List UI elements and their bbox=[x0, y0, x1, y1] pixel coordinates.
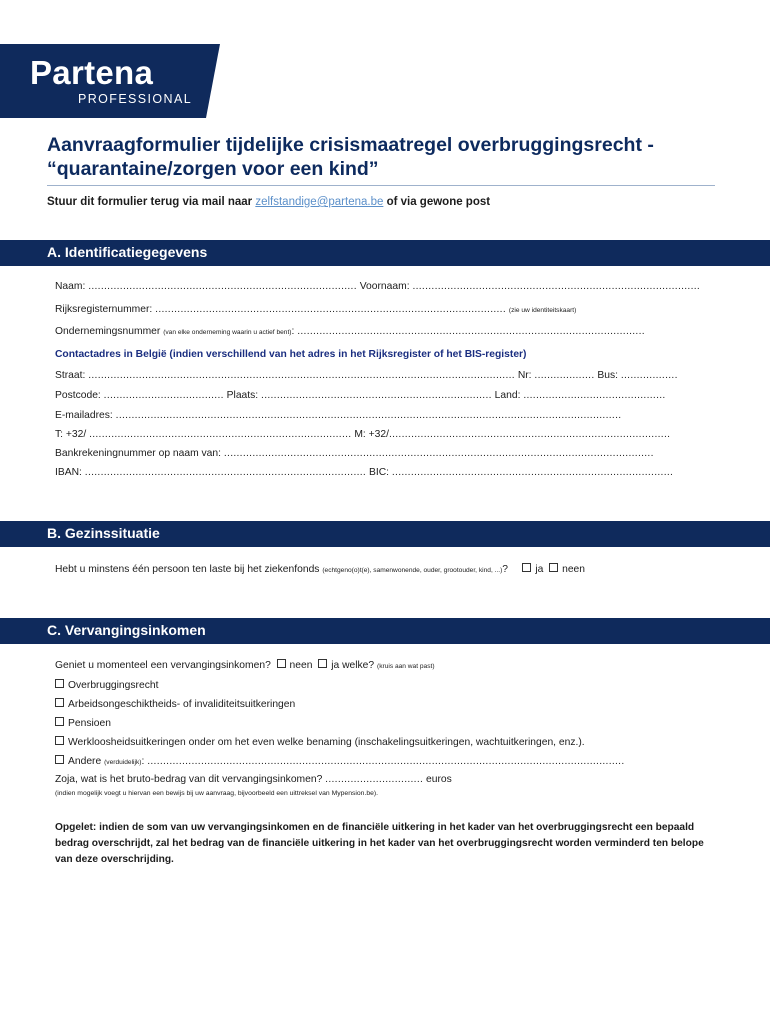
straat-row[interactable]: Straat: ....................................................................................................................................... Nr: ................... Bus: .................. bbox=[55, 370, 678, 381]
plaats-label: Plaats: bbox=[226, 390, 259, 401]
intro-text bbox=[47, 196, 490, 208]
postcode-row[interactable]: Postcode: ...................................... Plaats: ......................................................................... Land: ............................................. bbox=[55, 390, 666, 401]
option-pensioen[interactable] bbox=[55, 717, 713, 731]
bank-row[interactable]: Bankrekeningnummer op naam van: ........................................................................................................................................ bbox=[55, 448, 654, 459]
bank-label: Bankrekeningnummer op naam van: bbox=[55, 448, 221, 459]
nr-label: Nr: bbox=[517, 370, 532, 381]
rijks-hint: (zie uw identiteitskaart) bbox=[508, 307, 577, 314]
logo-name: Partena bbox=[30, 54, 154, 91]
naam-row[interactable]: Naam: ..................................................................................... Voornaam: ........................................................................................... bbox=[55, 281, 701, 292]
neen-label: neen bbox=[562, 564, 586, 575]
bruto-label: Zoja, wat is het bruto-bedrag van dit vervangingsinkomen? bbox=[55, 774, 323, 785]
option-checkbox[interactable] bbox=[55, 736, 64, 745]
iban-row[interactable]: IBAN: ......................................................................................... BIC: ......................................................................................... bbox=[55, 467, 674, 478]
title-line-2: “quarantaine/zorgen voor een kind” bbox=[47, 158, 379, 180]
vervangingsinkomen-question-row bbox=[55, 659, 713, 673]
option-checkbox[interactable] bbox=[55, 755, 64, 764]
form-title bbox=[47, 133, 737, 181]
section-c-header bbox=[0, 618, 770, 644]
title-line-1: Aanvraagformulier tijdelijke crisismaatregel overbruggingsrecht - bbox=[47, 134, 654, 156]
onderneming-hint: (van elke onderneming waarin u actief bent) bbox=[163, 329, 292, 336]
section-a-header bbox=[0, 240, 770, 266]
ten-laste-hint: (echtgeno(o)t(e), samenwonende, ouder, grootouder, kind, ...) bbox=[322, 567, 503, 574]
mob-label: M: +32/ bbox=[354, 429, 389, 440]
rijks-label: Rijksregisternummer: bbox=[55, 304, 153, 315]
contact-heading: Contactadres in België (indien verschillend van het adres in het Rijksregister of het BIS-register) bbox=[55, 349, 527, 360]
option-checkbox[interactable] bbox=[55, 717, 64, 726]
naam-label: Naam: bbox=[55, 281, 86, 292]
andere-hint: (verduidelijk) bbox=[104, 759, 142, 766]
bic-label: BIC: bbox=[368, 467, 389, 478]
onderneming-row[interactable]: Ondernemingsnummer (van elke onderneming waarin u actief bent): .............................................................................................................. bbox=[55, 326, 645, 337]
bewijs-note: (indien mogelijk voegt u hiervan een bewijs bij uw aanvraag, bijvoorbeeld een uittreksel van Mypension.be). bbox=[55, 790, 379, 797]
opgelet-note: Opgelet: indien de som van uw vervangingsinkomen en de financiële uitkering in het kader van het overbruggingsrecht een bepaald bedrag overschrijdt, zal het bedrag van de financiële uitkering in het kader van het overbruggingsrecht worden verminderd ten belope van deze overschrijding. bbox=[55, 822, 704, 865]
option-andere[interactable]: Andere (verduidelijk): ....................................................................................................................................................... bbox=[55, 755, 713, 769]
ten-laste-end: ? bbox=[502, 564, 509, 575]
tel-label: T: +32/ bbox=[55, 429, 87, 440]
bruto-row[interactable]: Zoja, wat is het bruto-bedrag van dit vervangingsinkomen? ............................... euros bbox=[55, 774, 452, 785]
option-label: Overbruggingsrecht bbox=[68, 680, 159, 691]
iban-label: IBAN: bbox=[55, 467, 82, 478]
vi-ja-checkbox[interactable] bbox=[318, 659, 327, 668]
intro-before: Stuur dit formulier terug via mail naar bbox=[47, 196, 256, 208]
vi-ja-hint: (kruis aan wat past) bbox=[377, 663, 435, 670]
neen-checkbox[interactable] bbox=[549, 563, 558, 572]
ten-laste-question: Hebt u minstens één persoon ten laste bij het ziekenfonds bbox=[55, 564, 320, 575]
ja-label: ja bbox=[535, 564, 544, 575]
option-overbruggingsrecht[interactable] bbox=[55, 679, 713, 693]
voornaam-label: Voornaam: bbox=[359, 281, 410, 292]
option-werkloosheid[interactable] bbox=[55, 736, 713, 750]
logo-sub: PROFESSIONAL bbox=[78, 92, 193, 106]
andere-label: Andere bbox=[68, 756, 102, 767]
ja-checkbox[interactable] bbox=[522, 563, 531, 572]
vi-neen-checkbox[interactable] bbox=[277, 659, 286, 668]
euros-label: euros bbox=[426, 774, 452, 785]
rijks-row[interactable]: Rijksregisternummer: ............................................................................................................... (zie uw identiteitskaart) bbox=[55, 304, 577, 315]
bus-label: Bus: bbox=[597, 370, 618, 381]
email-row[interactable]: E-mailadres: ................................................................................................................................................................ bbox=[55, 410, 622, 421]
vi-neen-label: neen bbox=[289, 660, 313, 671]
option-label: Arbeidsongeschiktheids- of invaliditeitsuitkeringen bbox=[68, 699, 296, 710]
section-b-title: B. Gezinssituatie bbox=[47, 525, 160, 541]
section-c-title: C. Vervangingsinkomen bbox=[47, 622, 206, 638]
option-label: Werkloosheidsuitkeringen onder om het even welke benaming (inschakelingsuitkeringen, wachtuitkeringen, enz.). bbox=[68, 737, 585, 748]
vi-question: Geniet u momenteel een vervangingsinkomen? bbox=[55, 660, 271, 671]
land-label: Land: bbox=[494, 390, 521, 401]
option-arbeidsongeschiktheid[interactable] bbox=[55, 698, 713, 712]
title-divider bbox=[47, 185, 715, 186]
vi-ja-label: ja welke? bbox=[331, 660, 375, 671]
email-link[interactable]: zelfstandige@partena.be bbox=[255, 196, 384, 208]
persoon-ten-laste-row bbox=[55, 563, 713, 577]
straat-label: Straat: bbox=[55, 370, 86, 381]
section-a-title: A. Identificatiegegevens bbox=[47, 244, 208, 260]
intro-after: of via gewone post bbox=[383, 196, 491, 208]
email-label: E-mailadres: bbox=[55, 410, 113, 421]
option-label: Pensioen bbox=[68, 718, 111, 729]
telefoon-row[interactable]: T: +32/ ................................................................................... M: +32/......................................................................................... bbox=[55, 429, 671, 440]
section-b-header bbox=[0, 521, 770, 547]
postcode-label: Postcode: bbox=[55, 390, 101, 401]
onderneming-label: Ondernemingsnummer bbox=[55, 326, 161, 337]
option-checkbox[interactable] bbox=[55, 679, 64, 688]
option-checkbox[interactable] bbox=[55, 698, 64, 707]
